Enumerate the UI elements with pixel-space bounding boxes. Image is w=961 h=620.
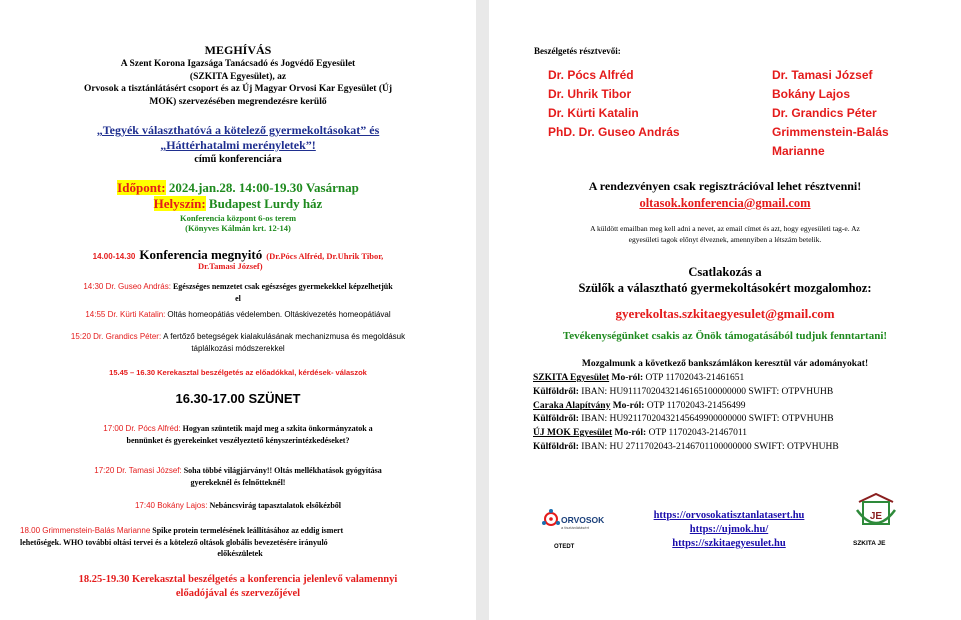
place-detail (0, 213, 476, 233)
program-item (20, 525, 460, 560)
conference-title-line: „Háttérhatalmi merényletek”! (160, 138, 316, 152)
orvosok-logo-text: ORVOSOK (561, 515, 605, 525)
event-time (0, 180, 476, 196)
participant-name: Marianne (772, 144, 825, 158)
organizers-block (0, 58, 476, 108)
registration-note: A rendezvényen csak regisztrációval lehet résztvenni! (588, 179, 862, 193)
szkita-logo-caption: SZKITA JE (853, 540, 886, 547)
program-text: gyerekeknél és felnőtteknél! (190, 478, 286, 487)
time-label: Időpont: (117, 180, 166, 195)
program-speaker: 17:20 Dr. Tamasi József: (94, 466, 182, 475)
orvosok-logo (539, 506, 609, 556)
program-speaker: 14:30 Dr. Guseo András: (83, 282, 171, 291)
bank-details: OTP 11702043-21456499 (646, 400, 746, 411)
program-item (0, 281, 476, 305)
bank-name: Külföldről: (533, 414, 579, 425)
bank-details: IBAN: HU 2711702043-2146701100000000 SWIFT: OTPVHUHB (581, 441, 839, 452)
place-label: Helyszín: (153, 196, 206, 211)
participants-col-2 (772, 66, 889, 161)
join-email[interactable]: gyerekoltas.szkitaegyesulet@gmail.com (615, 306, 835, 321)
orvosok-logo-caption: OTEDT (554, 544, 575, 550)
donation-intro: Mozgalmunk a következő bankszámlákon keresztül vár adományokat! (581, 359, 869, 369)
org-line: (SZKITA Egyesület), az (189, 71, 287, 82)
program-speakers: (Dr.Pócs Alfréd, Dr.Uhrik Tibor, (266, 251, 384, 261)
program-roundtable-1: 15.45 – 16.30 Kerekasztal beszélgetés az előadókkal, kérdések- válaszok (109, 368, 367, 377)
link-szkita[interactable]: https://szkitaegyesulet.hu (672, 538, 786, 549)
participant-name: Grimmenstein-Balás (772, 125, 889, 139)
join-line: Csatlakozás a (688, 265, 762, 279)
bank-row (533, 372, 839, 386)
place-value: Budapest Lurdy ház (208, 196, 323, 211)
program-speaker: 17:00 Dr. Pócs Alfréd: (103, 424, 181, 433)
conference-title-line: „Tegyék választhatóvá a kötelező gyermekoltásokat” és (96, 123, 380, 137)
participant-name: Dr. Uhrik Tibor (548, 87, 632, 101)
program-speaker: 17:40 Bokány Lajos: (134, 501, 208, 510)
participant-name: Bokány Lajos (772, 87, 851, 101)
program-text: Nebáncsvirág tapasztalatok elsőkézből (209, 501, 342, 510)
svg-text:JE: JE (869, 511, 883, 522)
bank-name: Caraka Alapítvány (533, 400, 611, 411)
program-text: Oltás homeopátiás védelemben. Oltáskivezetés homeopátiával (167, 310, 391, 319)
bank-details: IBAN: HU91117020432146165100000000 SWIFT: OTPVHUHB (581, 386, 834, 397)
bank-name: SZKITA Egyesület (533, 373, 610, 383)
participants-label: Beszélgetés résztvevői: (534, 46, 621, 56)
program-item (0, 331, 476, 355)
participant-name: Dr. Kürti Katalin (548, 106, 639, 120)
invitation-title: MEGHÍVÁS (204, 43, 272, 57)
conference-title (0, 123, 476, 153)
program-text: Soha többé világjárvány!! Oltás mellékhatások gyógyítása (183, 466, 382, 475)
bank-name: Külföldről: (533, 386, 579, 397)
bank-suffix: Mo-ról: (612, 400, 645, 411)
program-speakers-cont: Dr.Tamasi József) (198, 261, 263, 271)
program-item (0, 423, 476, 447)
bank-details: IBAN: HU92117020432145649900000000 SWIFT: OTPVHUHB (581, 414, 834, 425)
bank-row (533, 441, 839, 455)
bank-row (533, 413, 839, 427)
support-note: Tevékenységünket csakis az Önök támogatásából tudjuk fenntartani! (562, 330, 888, 342)
program-text: bennünket és gyerekeinket veszélyeztető kényszerintézkedéseket? (126, 436, 350, 445)
orvosok-logo-icon (541, 508, 561, 530)
program-text: lehetőségek. WHO további oltási tervei és a kötelező oltások globális bevezetésére irányuló (20, 537, 328, 547)
orvosok-logo-small: a tisztánlátásért (561, 525, 590, 530)
participants-col-1 (548, 66, 680, 142)
break-heading: 16.30-17.00 SZÜNET (175, 391, 301, 406)
event-place (0, 196, 476, 212)
privacy-note (489, 223, 961, 245)
bank-row (533, 427, 839, 441)
program-roundtable-2 (0, 573, 476, 601)
registration-email-wrap (489, 196, 961, 211)
program-time: 14.00-14.30 (92, 252, 136, 261)
participant-name: Dr. Tamasi József (772, 68, 873, 82)
program-text: A fertőző betegségek kialakulásának mechanizmusa és megoldásuk (163, 332, 406, 341)
place-detail-line: (Könyves Kálmán krt. 12-14) (185, 223, 291, 233)
org-line: A Szent Korona Igazsága Tanácsadó és Jogvédő Egyesület (120, 59, 356, 69)
program-item (0, 501, 476, 510)
conference-subtitle: című konferenciára (194, 154, 282, 165)
privacy-line: A küldött emailban meg kell adni a nevet, az email címet és azt, hogy egyesületi tag-e. Az (590, 224, 860, 233)
szkita-emblem-icon (851, 490, 901, 536)
org-line: Orvosok a tisztánlátásért csoport és az Új Magyar Orvosi Kar Egyesület (Új (83, 84, 393, 94)
join-line: Szülők a választható gyermekoltásokért mozgalomhoz: (578, 281, 872, 295)
place-detail-line: Konferencia központ 6-os terem (179, 213, 297, 223)
program-text: el (235, 294, 241, 303)
bank-details: OTP 11702043-21461651 (645, 373, 745, 383)
bank-name: ÚJ MOK Egyesület (533, 428, 613, 439)
bank-name: Külföldről: (533, 441, 579, 452)
time-value: 2024.jan.28. 14:00-19.30 Vasárnap (168, 180, 359, 195)
participant-name: Dr. Grandics Péter (772, 106, 877, 120)
right-page (489, 0, 961, 620)
program-text: Spike protein termelésének leállításához az eddig ismert (152, 526, 344, 535)
bank-accounts (533, 372, 839, 455)
program-speaker: 14:55 Dr. Kürti Katalin: (85, 310, 166, 319)
program-text: előkészületek (217, 549, 263, 558)
program-text: táplálkozási módszerekkel (191, 344, 285, 353)
program-item (0, 465, 476, 489)
join-heading (489, 264, 961, 296)
privacy-line: egyesületi tagok előnyt élveznek, amennyiben a létszám betelik. (628, 235, 822, 244)
program-item (0, 310, 476, 319)
program-text: Egészséges nemzetet csak egészséges gyermekekkel képzelhetjük (172, 282, 393, 291)
program-text: előadójával és szervezőjével (175, 588, 301, 599)
program-text: 18.25-19.30 Kerekasztal beszélgetés a konferencia jelenlevő valamennyi (78, 574, 398, 585)
bank-row (533, 400, 839, 414)
participant-name: Dr. Pócs Alfréd (548, 68, 634, 82)
szkita-logo (847, 490, 907, 560)
link-orvosok[interactable]: https://orvosokatisztanlatasert.hu (653, 510, 805, 521)
bank-suffix: Mo-ról: (611, 373, 644, 383)
links-block (619, 509, 839, 551)
program-title: Konferencia megnyitó (139, 247, 263, 262)
program-text: Hogyan szüntetik majd meg a szkita önkormányzatok a (182, 424, 373, 433)
participant-name: PhD. Dr. Guseo András (548, 125, 680, 139)
bank-details: OTP 11702043-21467011 (648, 428, 748, 439)
registration-email[interactable]: oltasok.konferencia@gmail.com (639, 196, 811, 210)
link-ujmok[interactable]: https://ujmok.hu/ (689, 524, 769, 535)
program-speaker: 15:20 Dr. Grandics Péter: (70, 332, 162, 341)
bank-row (533, 386, 839, 400)
org-line: MOK) szervezésében megrendezésre kerülő (149, 96, 327, 107)
program-speaker: 18.00 Grimmenstein-Balás Marianne (20, 526, 151, 535)
bank-suffix: Mo-ról: (614, 428, 647, 439)
left-page (0, 0, 476, 620)
